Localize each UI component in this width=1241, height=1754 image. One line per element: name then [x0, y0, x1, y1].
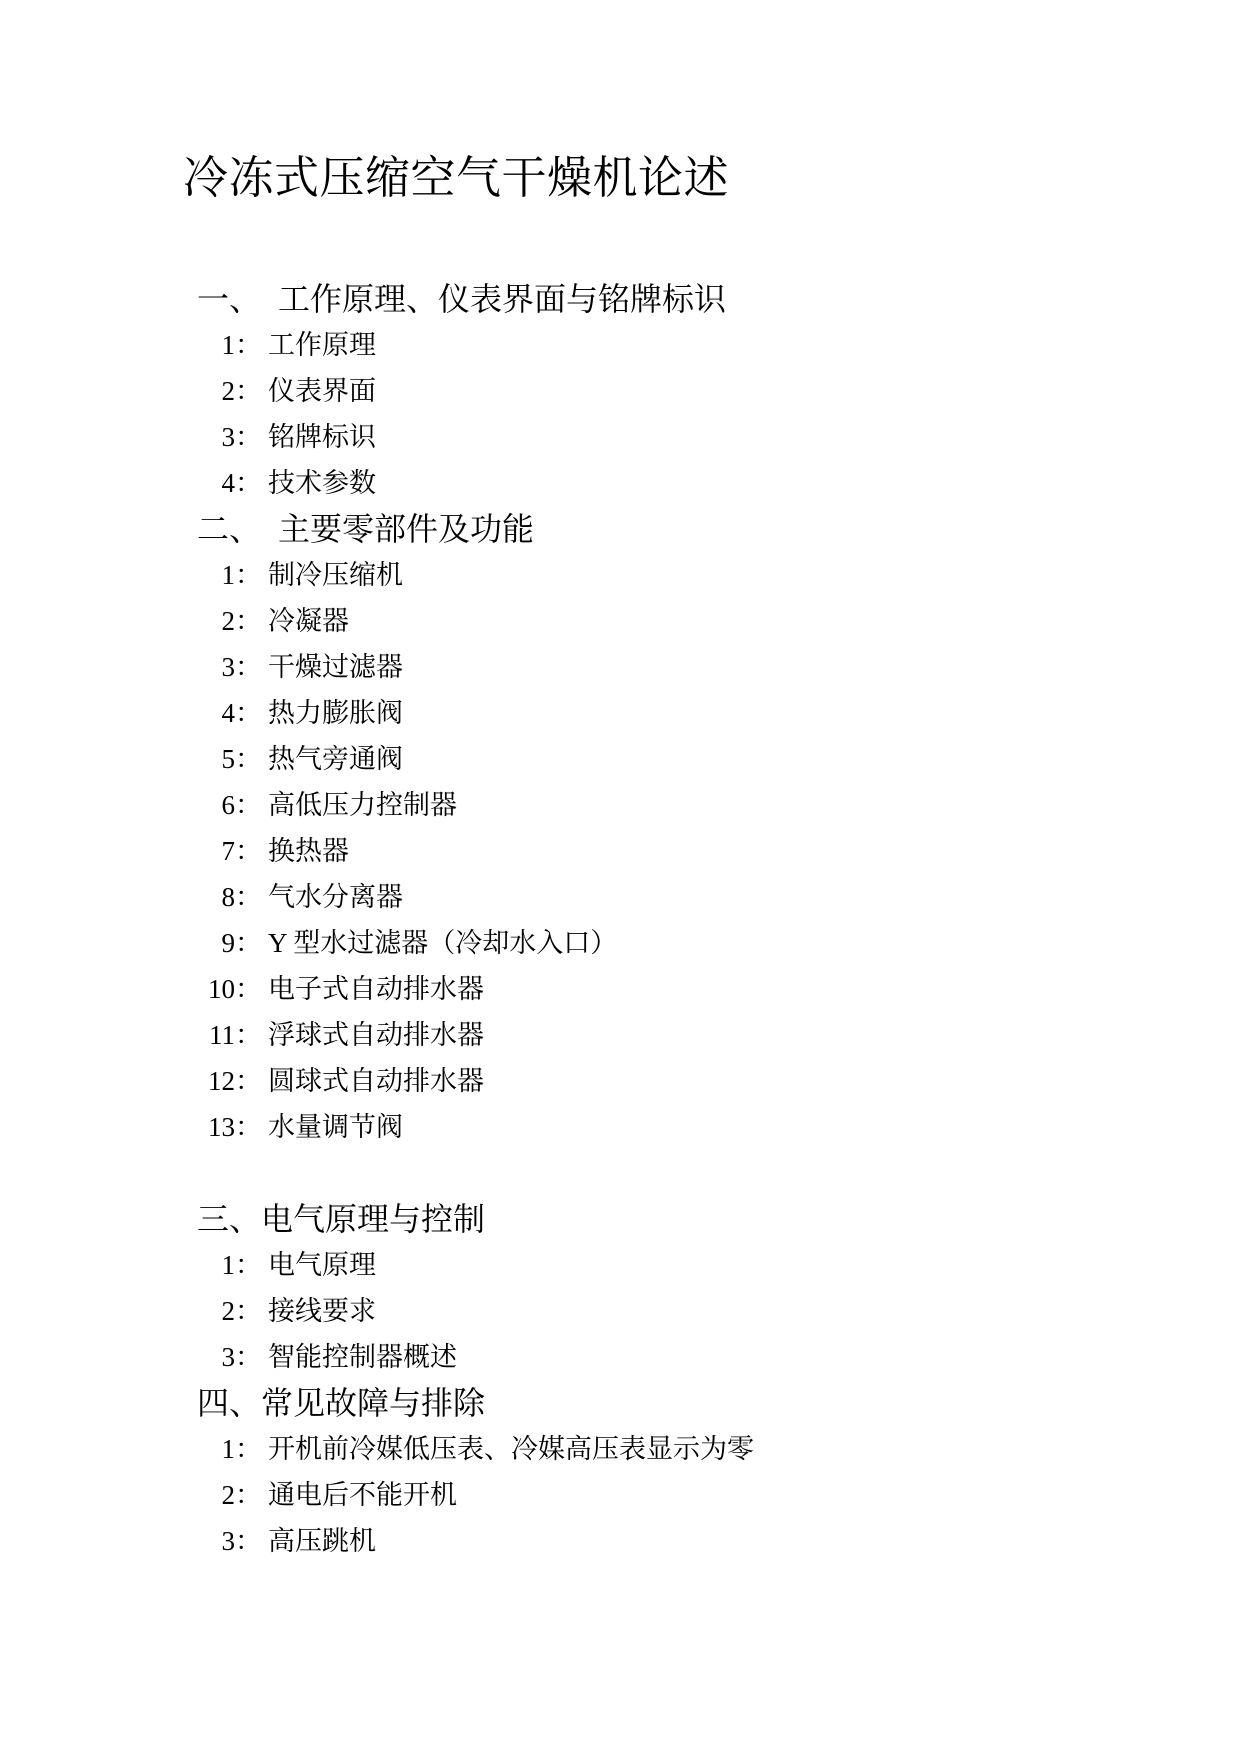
toc-item-number: 7： [221, 836, 262, 866]
toc-item-number: 9： [221, 928, 262, 958]
toc-item [185, 368, 1181, 414]
toc-item [185, 1012, 1181, 1058]
toc-item-text: 高压跳机 [268, 1526, 376, 1556]
toc-section-heading [197, 1380, 1181, 1426]
toc-section-title: 电气原理与控制 [261, 1201, 486, 1237]
page-title: 冷冻式压缩空气干燥机论述 [183, 153, 730, 203]
toc-item-text: 技术参数 [268, 468, 376, 498]
toc-section-title: 主要零部件及功能 [278, 511, 535, 547]
toc-item-number: 11： [209, 1020, 262, 1050]
toc-item-number: 6： [221, 790, 262, 820]
toc-item [185, 598, 1181, 644]
toc-section-number: 三、 [197, 1201, 262, 1237]
toc-item [185, 322, 1181, 368]
toc-item-number: 2： [221, 1480, 262, 1510]
toc-section-title: 工作原理、仪表界面与铭牌标识 [278, 281, 727, 317]
toc-item [185, 782, 1181, 828]
toc-item-text: 换热器 [268, 836, 349, 866]
toc-item [185, 644, 1181, 690]
toc-item [185, 1104, 1181, 1150]
toc-item-number: 3： [221, 1526, 262, 1556]
toc-item [185, 874, 1181, 920]
toc-section-number: 四、 [197, 1385, 262, 1421]
toc-item-number: 3： [221, 652, 262, 682]
table-of-contents [185, 276, 1181, 1564]
toc-item-text: 智能控制器概述 [268, 1342, 457, 1372]
toc-item-number: 2： [221, 606, 262, 636]
toc-item-text: 电子式自动排水器 [268, 974, 484, 1004]
toc-section-number: 一、 [197, 281, 262, 317]
toc-section [185, 276, 1181, 506]
toc-item [185, 1058, 1181, 1104]
toc-item-number: 1： [221, 1250, 262, 1280]
toc-item-text: 热力膨胀阀 [268, 698, 403, 728]
toc-item-text: 冷凝器 [268, 606, 349, 636]
toc-item [185, 460, 1181, 506]
toc-item-number: 5： [221, 744, 262, 774]
toc-item-text: 开机前冷媒低压表、冷媒高压表显示为零 [268, 1434, 754, 1464]
toc-item-text: 圆球式自动排水器 [268, 1066, 484, 1096]
toc-item-text: 高低压力控制器 [268, 790, 457, 820]
toc-item-text: 电气原理 [268, 1250, 376, 1280]
toc-item-text: 接线要求 [268, 1296, 376, 1326]
toc-section [185, 506, 1181, 1150]
toc-section-title: 常见故障与排除 [261, 1385, 486, 1421]
toc-section-heading [197, 276, 1181, 322]
toc-item-text: 铭牌标识 [268, 422, 376, 452]
toc-item [185, 828, 1181, 874]
toc-item [185, 920, 1181, 966]
toc-item [185, 1426, 1181, 1472]
toc-item [185, 1518, 1181, 1564]
toc-item-number: 3： [221, 1342, 262, 1372]
toc-item-number: 4： [221, 468, 262, 498]
toc-item [185, 1288, 1181, 1334]
toc-item-number: 8： [221, 882, 262, 912]
toc-item-number: 4： [221, 698, 262, 728]
toc-item [185, 1472, 1181, 1518]
toc-item-number: 1： [221, 560, 262, 590]
toc-item-number: 13： [208, 1112, 262, 1142]
toc-item [185, 1334, 1181, 1380]
toc-item [185, 1242, 1181, 1288]
toc-item-text: 仪表界面 [268, 376, 376, 406]
toc-item-text: 热气旁通阀 [268, 744, 403, 774]
toc-item-number: 1： [221, 1434, 262, 1464]
toc-item-text: 工作原理 [268, 330, 376, 360]
toc-section [185, 1380, 1181, 1564]
toc-item-text: 制冷压缩机 [268, 560, 403, 590]
toc-item-text: 气水分离器 [268, 882, 403, 912]
toc-item-text: 水量调节阀 [268, 1112, 403, 1142]
toc-item-number: 3： [221, 422, 262, 452]
toc-item [185, 414, 1181, 460]
toc-item-text: 浮球式自动排水器 [268, 1020, 484, 1050]
toc-item [185, 736, 1181, 782]
toc-item-text: Y 型水过滤器（冷却水入口） [268, 928, 618, 958]
toc-item [185, 966, 1181, 1012]
toc-section [185, 1196, 1181, 1380]
toc-section-heading [197, 1196, 1181, 1242]
toc-item-number: 2： [221, 1296, 262, 1326]
toc-item [185, 552, 1181, 598]
toc-item-number: 1： [221, 330, 262, 360]
toc-item-number: 10： [208, 974, 262, 1004]
toc-item [185, 690, 1181, 736]
toc-section-heading [197, 506, 1181, 552]
toc-item-number: 12： [208, 1066, 262, 1096]
toc-item-number: 2： [221, 376, 262, 406]
toc-item-text: 干燥过滤器 [268, 652, 403, 682]
toc-section-number: 二、 [197, 511, 262, 547]
toc-item-text: 通电后不能开机 [268, 1480, 457, 1510]
